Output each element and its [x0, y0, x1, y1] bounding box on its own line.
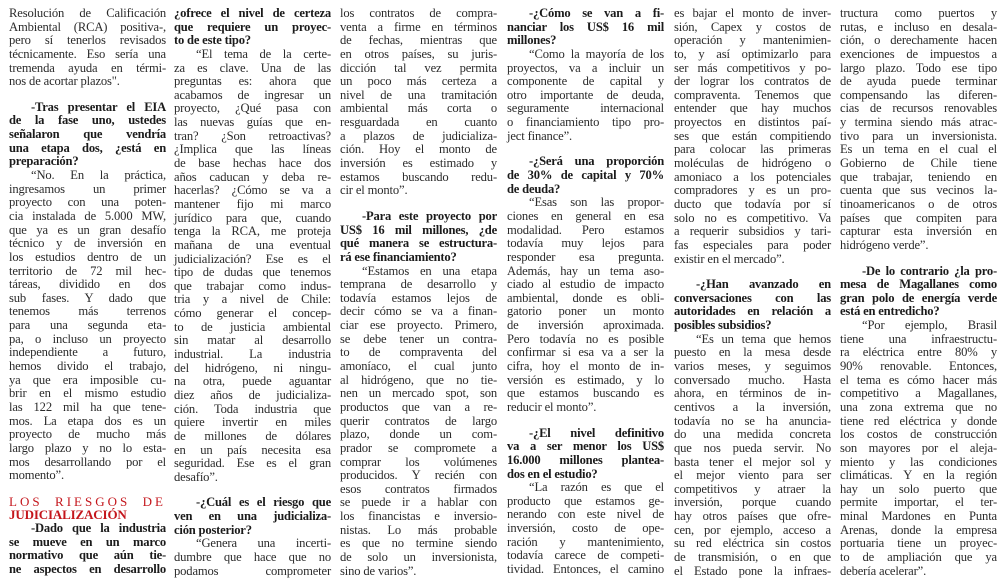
text-line: hay un solo puerto que	[840, 481, 997, 496]
text-line: los financistas e inversio-	[340, 509, 497, 524]
text-line: de fechas, mientras que	[340, 33, 497, 48]
text-line: podamos comprometer	[174, 563, 331, 578]
text-line: ject finance”.	[507, 128, 573, 143]
text-line: el tema es cómo hacer más	[840, 372, 997, 387]
text-line: inversión, porque cuando	[674, 495, 831, 510]
text-line: ción. Toda industria que	[174, 401, 331, 416]
text-line: to de compraventa del	[340, 345, 497, 360]
text-line: desafío”.	[174, 469, 218, 484]
text-line: nivel de una tramitación	[340, 87, 497, 102]
text-line: proyecto con una poten-	[9, 195, 166, 210]
text-line: de ayuda puede terminar	[840, 74, 997, 89]
text-line: de deuda?	[507, 181, 561, 196]
text-line: cuenta que sus vecinos la-	[840, 183, 997, 198]
text-line: der lograr los contratos de	[674, 74, 831, 89]
text-line: 16.000 millones plantea-	[507, 452, 664, 467]
text-line: temprana de desarrollo y	[340, 277, 497, 292]
interview-question	[174, 7, 331, 48]
section-heading	[9, 495, 166, 522]
text-line: to de justicia ambiental	[174, 319, 331, 334]
text-line: na otra, puede aguantar	[174, 374, 331, 389]
text-line: todavía estamos lejos de	[340, 290, 497, 305]
text-line: cifra, hoy el monto de in-	[507, 359, 664, 374]
text-line: ingresamos un primer	[9, 181, 166, 196]
text-line: hidrógeno verde”.	[840, 237, 929, 252]
text-line: to de ampliación que ya	[840, 549, 997, 564]
interview-question	[507, 427, 664, 482]
text-line: hay otros países que ofre-	[674, 509, 831, 524]
text-line: Resolución de Calificación	[9, 6, 166, 20]
text-line: acabamos de ingresar un	[174, 87, 331, 102]
text-line: comprar los volúmenes	[340, 454, 497, 469]
text-line: millones?	[507, 33, 557, 48]
answer-paragraph	[840, 319, 997, 578]
text-line: técnico y de inversión en	[9, 236, 166, 251]
text-line: hemos divido el trabajo,	[9, 359, 166, 374]
text-line: inversión, costo de ope-	[507, 521, 664, 536]
text-line: diez años de judicializa-	[174, 387, 331, 402]
text-line: posibles subsidios?	[674, 318, 772, 333]
text-line: de solo un inversionista,	[340, 549, 497, 564]
text-line: una etapa dos, ¿está en	[9, 140, 166, 155]
text-line: -¿Cuál es el riesgo que	[196, 495, 331, 510]
answer-paragraph	[840, 7, 997, 253]
text-line: ción posterior?	[174, 522, 252, 537]
text-line: proyecto, ¿Qué pasa con	[174, 101, 331, 116]
text-line: -De lo contrario ¿la pro-	[862, 263, 997, 278]
answer-paragraph	[674, 333, 831, 579]
text-line: mantener fijo mi marco	[174, 196, 331, 211]
text-line: años caducan y deba re-	[174, 169, 331, 184]
text-line: conversado mucho. Hasta	[674, 372, 831, 387]
text-line: y termina siendo más atrac-	[840, 115, 997, 130]
text-line: mañana de una eventual	[174, 237, 331, 252]
answer-paragraph	[674, 7, 831, 266]
interview-question	[507, 7, 664, 48]
text-line: nerando con este nivel de	[507, 507, 664, 522]
text-line: a plazos de judicializa-	[340, 128, 497, 143]
text-line: cia instalada de 5.000 MW,	[9, 208, 166, 223]
text-line: ción, o derechamente hacen	[840, 33, 997, 48]
text-line: JUDICIALIZACIÓN	[9, 507, 127, 523]
text-line: su red eléctrica sin costos	[674, 536, 831, 551]
text-line: estamos buscando redu-	[340, 169, 497, 184]
text-line: los estudios dentro de un	[9, 249, 166, 264]
text-line: amoníaco, el cual junto	[340, 359, 497, 374]
text-line: Pero todavía no es posible	[507, 331, 664, 346]
text-line: las 122 mil ha que tene-	[9, 399, 166, 414]
text-line: “El tema de la certe-	[196, 46, 331, 61]
text-line: gran polo de energía verde	[840, 290, 997, 305]
text-line: componente de capital y	[507, 74, 664, 89]
text-line: ducto que todavía por sí	[674, 196, 831, 211]
answer-paragraph	[507, 196, 664, 414]
text-line: industrial. La industria	[174, 347, 331, 362]
text-line: rá ese financiamiento?	[340, 249, 457, 264]
text-line: ¿Implica que las líneas	[174, 142, 331, 157]
text-line: productos que van a re-	[340, 399, 497, 414]
text-line: puesto en la mesa desde	[674, 345, 831, 360]
text-line: compraventa. Tenemos que	[674, 87, 831, 102]
text-line: los contratos de compra-	[340, 6, 497, 20]
text-line: sino de varios”.	[340, 563, 417, 578]
text-line: US$ 16 mil millones, ¿de	[340, 222, 497, 237]
text-line: se puede ir a hablar con	[340, 495, 497, 510]
text-line: fas especiales para poder	[674, 237, 831, 252]
text-line: nistas. Lo más probable	[340, 522, 497, 537]
text-line: que trabajar como indus-	[174, 278, 331, 293]
text-line: quiere invertir en miles	[174, 415, 331, 430]
text-line: 90% renovable. Entonces,	[840, 359, 997, 374]
text-line: ambiental más corta o	[340, 101, 497, 116]
text-line: va a ser menor los US$	[507, 439, 664, 454]
text-line: Gobierno de Chile tiene	[840, 156, 997, 171]
text-line: “Estamos en una etapa	[362, 263, 497, 278]
text-line: producto que estamos ge-	[507, 493, 664, 508]
text-line: ses que están compitiendo	[674, 128, 831, 143]
text-line: a requerir subsidios y tari-	[674, 224, 831, 239]
text-line: tran? ¿Son retroactivas?	[174, 128, 331, 143]
text-line: mesa de Magallanes como	[840, 277, 997, 292]
text-line: que trabajar, teniendo en	[840, 169, 997, 184]
text-line: plazo, donde un com-	[340, 427, 497, 442]
text-line: esos contratos firmados	[340, 481, 497, 496]
text-line: se debe tener un contra-	[340, 331, 497, 346]
text-line: LOS RIESGOS DE	[9, 493, 166, 509]
text-line: está en entredicho?	[840, 304, 940, 319]
text-line: Es un tema en el cual el	[840, 142, 997, 157]
text-line: seguridad. Ese es el gran	[174, 456, 331, 471]
text-line: pa, o incluso un proyecto	[9, 331, 166, 346]
interview-question	[507, 155, 664, 196]
text-line: venta a firme en términos	[340, 19, 497, 34]
text-line: moléculas de hidrógeno o	[674, 156, 831, 171]
text-line: sub fases. Y dado que	[9, 290, 166, 305]
text-line: momento”.	[9, 468, 64, 483]
text-line: varios meses, y seguimos	[674, 359, 831, 374]
text-line: de transmisión, o en que	[674, 549, 831, 564]
answer-paragraph	[9, 7, 166, 89]
text-line: -Para este proyecto por	[362, 208, 497, 223]
answer-paragraph	[340, 265, 497, 579]
text-line: cen, por ejemplo, acceso a	[674, 522, 831, 537]
text-line: conversaciones con las	[674, 290, 831, 305]
article-column-6	[840, 7, 997, 578]
text-line: ciado al estudio de impacto	[507, 277, 664, 292]
interview-question	[9, 522, 166, 577]
text-line: brir en el mismo estudio	[9, 386, 166, 401]
text-line: solo no es competitivo. Va	[674, 210, 831, 225]
interview-question	[674, 278, 831, 333]
text-line: “Es un tema que hemos	[696, 331, 831, 346]
text-line: en otros países, su juris-	[340, 46, 497, 61]
text-line: exenciones de impuestos a	[840, 46, 997, 61]
text-line: todavía no se ha anuncia-	[674, 413, 831, 428]
text-line: entender que hay muchos	[674, 101, 831, 116]
text-line: hacerlas? ¿Cómo se va a	[174, 183, 331, 198]
text-line: querir contratos de largo	[340, 413, 497, 428]
text-line: de inversión aproximada.	[507, 318, 664, 333]
text-line: preguntas es: ahora que	[174, 74, 331, 89]
text-line: “Por ejemplo, Brasil	[862, 318, 997, 333]
text-line: tenemos más terrenos	[9, 304, 166, 319]
text-line: jurídico para que, cuando	[174, 210, 331, 225]
text-line: “Esas son las propor-	[529, 195, 664, 210]
text-line: ambiental, donde es obli-	[507, 290, 664, 305]
text-line: permite importar, el ter-	[840, 495, 997, 510]
text-line: -¿El nivel definitivo	[529, 425, 664, 440]
text-line: es bajar el monto de inver-	[674, 6, 831, 20]
text-line: el mejor viento para ser	[674, 468, 831, 483]
text-line: modalidad. Pero estamos	[507, 222, 664, 237]
text-line: Además, hay un tema aso-	[507, 263, 664, 278]
text-line: ven en una judicializa-	[174, 509, 331, 524]
text-line: independiente a futuro,	[9, 345, 166, 360]
text-line: mos desarrollando por el	[9, 454, 166, 469]
text-line: rutas, e incluso en desala-	[840, 19, 997, 34]
answer-paragraph	[9, 169, 166, 483]
text-line: ración y mantenimiento,	[507, 534, 664, 549]
text-line: nanciar los US$ 16 mil	[507, 19, 664, 34]
text-line: versión es estimado, y lo	[507, 372, 664, 387]
text-line: tividad. Entonces, el camino	[507, 561, 664, 576]
text-line: decir cómo se va a finan-	[340, 304, 497, 319]
text-line: o financiamiento tipo pro-	[507, 115, 664, 130]
text-line: centivos a la inversión,	[674, 399, 831, 414]
text-line: que nos pueda servir. No	[674, 440, 831, 455]
text-line: autoridades en relación a	[674, 304, 831, 319]
text-line: los costos de construcción	[840, 427, 997, 442]
text-line: preparación?	[9, 154, 79, 169]
text-line: proyectos en distintos paí-	[674, 115, 831, 130]
text-line: de 30% de capital y 70%	[507, 168, 664, 183]
text-line: es que no termine siendo	[340, 536, 497, 551]
text-line: para colocar las primeras	[674, 142, 831, 157]
text-line: gatorio poner un monto	[507, 304, 664, 319]
text-line: mos. La etapa dos es un	[9, 413, 166, 428]
text-line: to, y así optimizarlo para	[674, 46, 831, 61]
answer-paragraph	[507, 48, 664, 143]
text-line: táreas, dividido en dos	[9, 277, 166, 292]
text-line: competitivo a Magallanes,	[840, 386, 997, 401]
text-line: tinoamericanos o de otros	[840, 196, 997, 211]
text-line: nen un mercado spot, son	[340, 386, 497, 401]
text-line: que ya es un gran desafío	[9, 222, 166, 237]
text-line: ción. Hoy el monto de	[340, 142, 497, 157]
text-line: minal Mardones en Punta	[840, 509, 997, 524]
text-line: cir el monto”.	[340, 183, 408, 198]
text-line: tructura como puertos y	[840, 6, 997, 20]
paragraph-spacer	[507, 415, 664, 427]
text-line: “No. En la práctica,	[31, 168, 166, 183]
text-line: tiene una infraestructu-	[840, 331, 997, 346]
text-line: todavía muy lejos para	[507, 236, 664, 251]
article-column-3	[340, 7, 497, 578]
answer-paragraph	[340, 7, 497, 198]
text-line: ahora, en términos de in-	[674, 386, 831, 401]
interview-question	[9, 101, 166, 169]
text-line: competitivos y atraer la	[674, 481, 831, 496]
text-line: ciar ese proyecto. Primero,	[340, 318, 497, 333]
text-line: que requiere un proyec-	[174, 19, 331, 34]
text-line: normativo que aún tie-	[9, 548, 166, 563]
text-line: resguardada en cuanto	[340, 115, 497, 130]
article-column-1	[9, 7, 166, 577]
text-line: “Genera una incerti-	[196, 536, 331, 551]
text-line: de millones de dólares	[174, 428, 331, 443]
answer-paragraph	[174, 48, 331, 485]
text-line: seguramente internacional	[507, 101, 664, 116]
text-line: to de este tipo?	[174, 33, 251, 48]
text-line: tivo para un inversionista.	[840, 128, 997, 143]
interview-question	[174, 496, 331, 537]
text-line: señalaron que vendría	[9, 127, 166, 142]
text-line: territorio de 72 mil hec-	[9, 263, 166, 278]
text-line: del hidrógeno, ni ningu-	[174, 360, 331, 375]
text-line: todavía carece de competi-	[507, 548, 664, 563]
text-line: pero sí tenerlos revisados	[9, 33, 166, 48]
text-line: de la fase uno, ustedes	[9, 113, 166, 128]
text-line: “La razón es que el	[529, 480, 664, 495]
text-line: Ambiental (RCA) positiva-,	[9, 19, 166, 34]
text-line: largo plazo y no lo esta-	[9, 440, 166, 455]
text-line: otro importante de deuda,	[507, 87, 664, 102]
text-line: debería acelerar”.	[840, 563, 927, 578]
text-line: climáticas. Y en la región	[840, 468, 997, 483]
text-line: son mayores por el aleja-	[840, 440, 997, 455]
text-line: inversión es estimado y	[340, 156, 497, 171]
text-line: -¿Cómo se van a fi-	[529, 6, 664, 20]
text-line: cias de recursos renovables	[840, 101, 997, 116]
text-line: ra eléctrica entre 80% y	[840, 345, 997, 360]
text-line: tremenda ayuda en térmi-	[9, 60, 166, 75]
text-line: técnicamente. Eso sería una	[9, 46, 166, 61]
text-line: un poco más certeza a	[340, 74, 497, 89]
text-line: existir en el mercado”.	[674, 251, 785, 266]
text-line: responder esa pregunta.	[507, 249, 664, 264]
text-line: Arenas, donde la empresa	[840, 522, 997, 537]
text-line: se mueve en un marco	[9, 534, 166, 549]
text-line: tria y a nivel de Chile:	[174, 292, 331, 307]
text-line: cómo generar el concep-	[174, 306, 331, 321]
text-line: capturar esta inversión en	[840, 224, 997, 239]
interview-question	[840, 265, 997, 320]
text-line: amoniaco a los potenciales	[674, 169, 831, 184]
text-line: -¿Será una proporción	[529, 154, 664, 169]
text-line: ya que era imposible cu-	[9, 372, 166, 387]
text-line: proyecto de mucho más	[9, 427, 166, 442]
text-line: ciones en general en esa	[507, 208, 664, 223]
text-line: confirmar si esa va a ser la	[507, 345, 664, 360]
text-line: do una medida concreta	[674, 427, 831, 442]
text-line: sión, Capex y costos de	[674, 19, 831, 34]
text-line: que estamos buscando es	[507, 386, 664, 401]
text-line: -¿Han avanzado en	[696, 277, 831, 292]
text-line: nos de acortar plazos".	[9, 74, 120, 89]
text-line: sin matar al desarrollo	[174, 333, 331, 348]
article-column-4	[507, 7, 664, 577]
text-line: -Dado que la industria	[31, 521, 166, 536]
text-line: de base hechas hace dos	[174, 156, 331, 171]
text-line: en un país necesita esa	[174, 442, 331, 457]
text-line: al hidrógeno, que no tie-	[340, 372, 497, 387]
text-line: qué manera se estructura-	[340, 236, 497, 251]
text-line: prador se compromete a	[340, 440, 497, 455]
text-line: ser más competitivos y po-	[674, 60, 831, 75]
text-line: una zona extrema que no	[840, 399, 997, 414]
interview-question	[340, 210, 497, 265]
answer-paragraph	[507, 481, 664, 576]
text-line: proyectos, va a incluir un	[507, 60, 664, 75]
paragraph-spacer	[840, 253, 997, 265]
text-line: reducir el monto”.	[507, 399, 597, 414]
article-column-2	[174, 7, 331, 578]
text-line: basta tener el mejor sol y	[674, 454, 831, 469]
text-line: portuaria tiene un proyec-	[840, 536, 997, 551]
text-line: tenga la RCA, me proteja	[174, 224, 331, 239]
text-line: za es clave. Una de las	[174, 60, 331, 75]
text-line: operación y mantenimien-	[674, 33, 831, 48]
text-line: ¿ofrece el nivel de certeza	[174, 6, 331, 20]
text-line: compradores y es un pro-	[674, 183, 831, 198]
text-line: dumbre que hace que no	[174, 549, 331, 564]
text-line: dicción tal vez permita	[340, 60, 497, 75]
text-line: para una segunda eta-	[9, 318, 166, 333]
text-line: ne aspectos en desarrollo	[9, 561, 166, 576]
text-line: compensando las diferen-	[840, 87, 997, 102]
text-line: tiene red eléctrica y donde	[840, 413, 997, 428]
text-line: largo plazo. Todo ese tipo	[840, 60, 997, 75]
text-line: el Estado pone la infraes-	[674, 563, 831, 578]
text-line: “Como la mayoría de los	[529, 46, 664, 61]
paragraph-spacer	[9, 483, 166, 495]
text-line: países que compiten para	[840, 210, 997, 225]
text-line: judicialización? Ese es el	[174, 251, 331, 266]
text-line: -Tras presentar el EIA	[31, 99, 166, 114]
text-line: las nuevas guías que en-	[174, 115, 331, 130]
text-line: miento y las condiciones	[840, 454, 997, 469]
text-line: tipo de dudas que tenemos	[174, 265, 331, 280]
text-line: dos en el estudio?	[507, 466, 598, 481]
answer-paragraph	[174, 537, 331, 578]
text-line: producidos. Y recién con	[340, 468, 497, 483]
article-column-5	[674, 7, 831, 578]
